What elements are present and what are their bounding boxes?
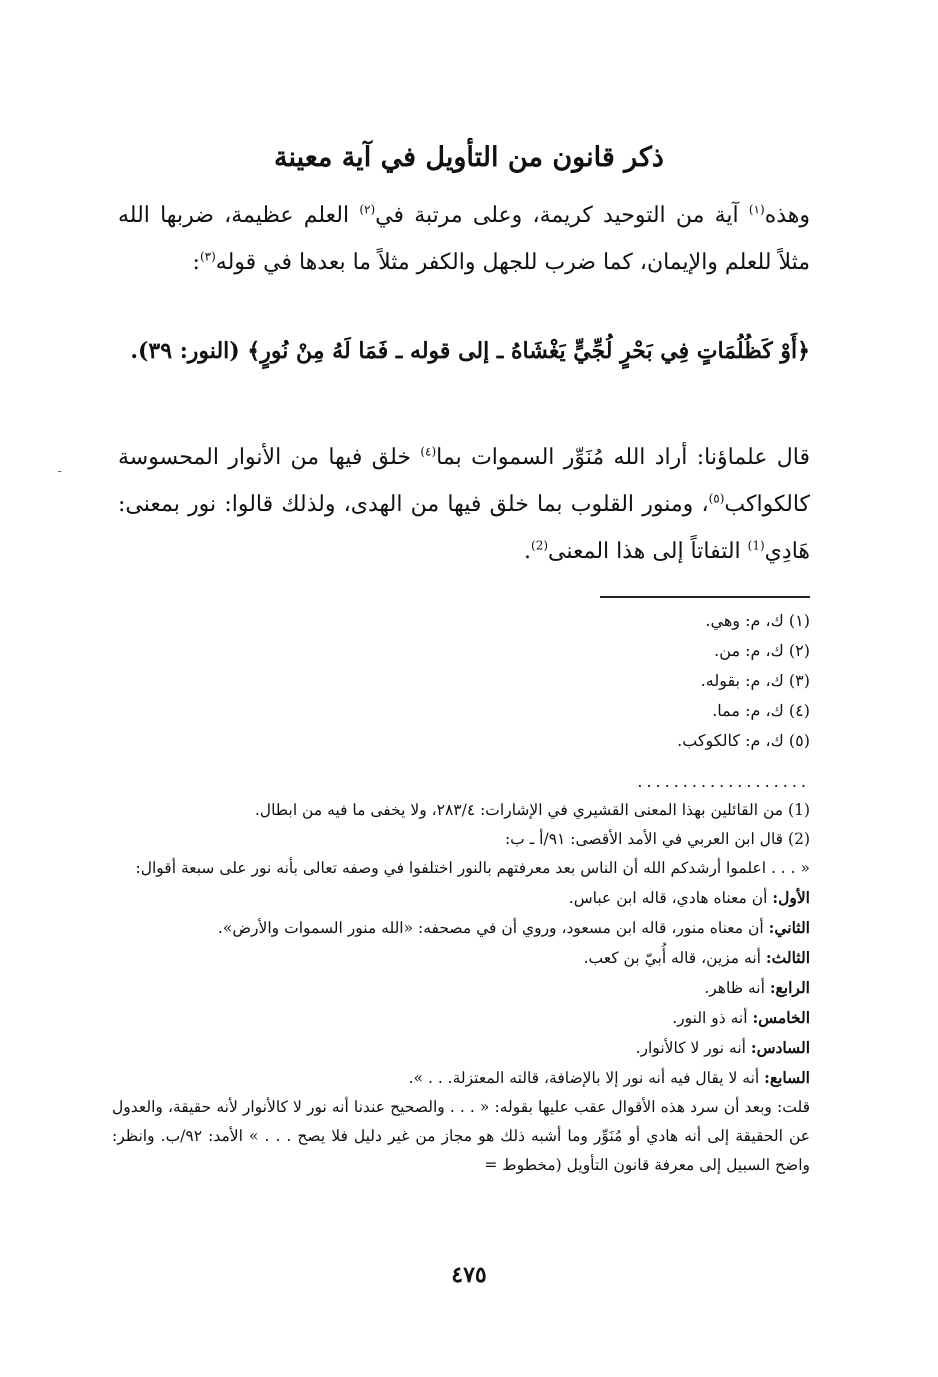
opinion-text: أنه نور لا كالأنوار.	[635, 1039, 751, 1057]
opinion-label: الثاني:	[768, 918, 810, 937]
variant-ref-5: (٥)	[708, 491, 725, 506]
scan-mark: ـ	[58, 464, 61, 475]
text-run: وهذه	[764, 203, 810, 228]
opinion-3	[112, 943, 810, 973]
opinion-4	[112, 973, 810, 1003]
opinion-5	[112, 1003, 810, 1033]
editor-note-1: (1) من القائلين بهذا المعنى القشيري في الإشارات: ٢٨٣/٤، ولا يخفى ما فيه من ابطال.	[254, 801, 810, 819]
dotted-separator: ...................	[637, 772, 810, 791]
variant-footnote: (٢) ك، م: من.	[714, 641, 810, 660]
text-run: .	[524, 539, 532, 564]
opinion-label: الأول:	[772, 888, 810, 907]
variant-ref-1: (١)	[748, 202, 765, 217]
variant-footnotes	[118, 606, 810, 756]
editor-notes	[112, 796, 810, 1180]
opinion-7	[112, 1063, 810, 1093]
opinion-text: أنه ذو النور.	[672, 1009, 753, 1027]
opinion-label: السابع:	[764, 1068, 810, 1087]
opinion-6	[112, 1033, 810, 1063]
text-run: آية من التوحيد كريمة، وعلى مرتبة في	[375, 203, 749, 228]
text-run: :	[192, 250, 200, 275]
quote-intro: « . . . اعلموا أرشدكم الله أن الناس بعد معرفتهم بالنور اختلفوا في وصفه تعالى بأنه نور على سبعة أقوال:	[135, 859, 810, 877]
opinion-text: أنه لا يقال فيه أنه نور إلا بالإضافة، قالته المعتزلة. . . ».	[408, 1069, 765, 1087]
editor-note-2: (2) قال ابن العربي في الأمد الأقصى: ٩١/أ ـ ب:	[504, 830, 810, 848]
paragraph-scholars	[118, 434, 810, 575]
opinion-text: أنه مزين، قاله أُبيّ بن كعب.	[583, 949, 766, 967]
opinion-text: أن معناه منور، قاله ابن مسعود، وروي أن في مصحفه: «الله منور السموات والأرض».	[217, 919, 769, 937]
opinion-label: الخامس:	[752, 1008, 810, 1027]
note-ref-2: (2)	[531, 538, 549, 553]
author-comment: قلت: وبعد أن سرد هذه الأقوال عقب عليها بقوله: « . . . والصحيح عندنا أنه نور لا كالأنوار لأنه حقيقة، والعدول عن الحقيقة إلى أنه هادي أو مُنَوِّر وما أشبه ذلك هو مجاز من غير دليل فلا يصح . . . » الأمد: ٩٢/ب. وانظر: واضح السبيل إلى معرفة قانون التأويل (مخطوط =	[112, 1098, 810, 1174]
note-ref-1: (1)	[747, 538, 765, 553]
quranic-verse: ﴿أَوْ كَظُلُمَاتٍ فِي بَحْرٍ لُجِّيٍّ يَغْشَاهُ ـ إلى قوله ـ فَمَا لَهُ مِنْ نُورٍ﴾ (النور: ٣٩).	[130, 338, 810, 364]
variant-footnote: (٣) ك، م: بقوله.	[700, 671, 810, 690]
text-run: قال علماؤنا: أراد الله مُنَوِّر السموات بما	[436, 445, 810, 470]
variant-ref-3: (٣)	[199, 249, 216, 264]
opinion-2	[112, 913, 810, 943]
variant-footnote: (٤) ك، م: مما.	[712, 701, 810, 720]
variant-ref-2: (٢)	[359, 202, 376, 217]
opinion-1	[112, 883, 810, 913]
paragraph-intro	[118, 192, 810, 286]
text-run: العلم عظيمة، ضربها الله مثلاً للعلم والإيمان، كما ضرب للجهل والكفر مثلاً ما بعدها في قوله	[118, 203, 810, 275]
footnote-divider	[600, 596, 810, 598]
text-run: خلق فيها من الأنوار المحسوسة كالكواكب	[118, 445, 810, 517]
text-run: التفاتاً إلى هذا المعنى	[548, 539, 748, 564]
section-title: ذكر قانون من التأويل في آية معينة	[274, 142, 664, 173]
variant-footnote: (١) ك، م: وهي.	[705, 611, 810, 630]
opinion-text: أنه ظاهر.	[704, 979, 770, 997]
variant-footnote: (٥) ك، م: كالكوكب.	[677, 731, 810, 750]
opinion-label: الرابع:	[769, 978, 810, 997]
opinion-label: الثالث:	[765, 948, 810, 967]
text-run: ، ومنور القلوب بما خلق فيها من الهدى، ولذلك قالوا: نور بمعنى: هَادِي	[118, 492, 810, 564]
opinion-text: أن معناه هادي، قاله ابن عباس.	[568, 889, 773, 907]
page-number: ٤٧٥	[451, 1262, 487, 1288]
variant-ref-4: (٤)	[420, 444, 437, 459]
opinion-label: السادس:	[750, 1038, 810, 1057]
